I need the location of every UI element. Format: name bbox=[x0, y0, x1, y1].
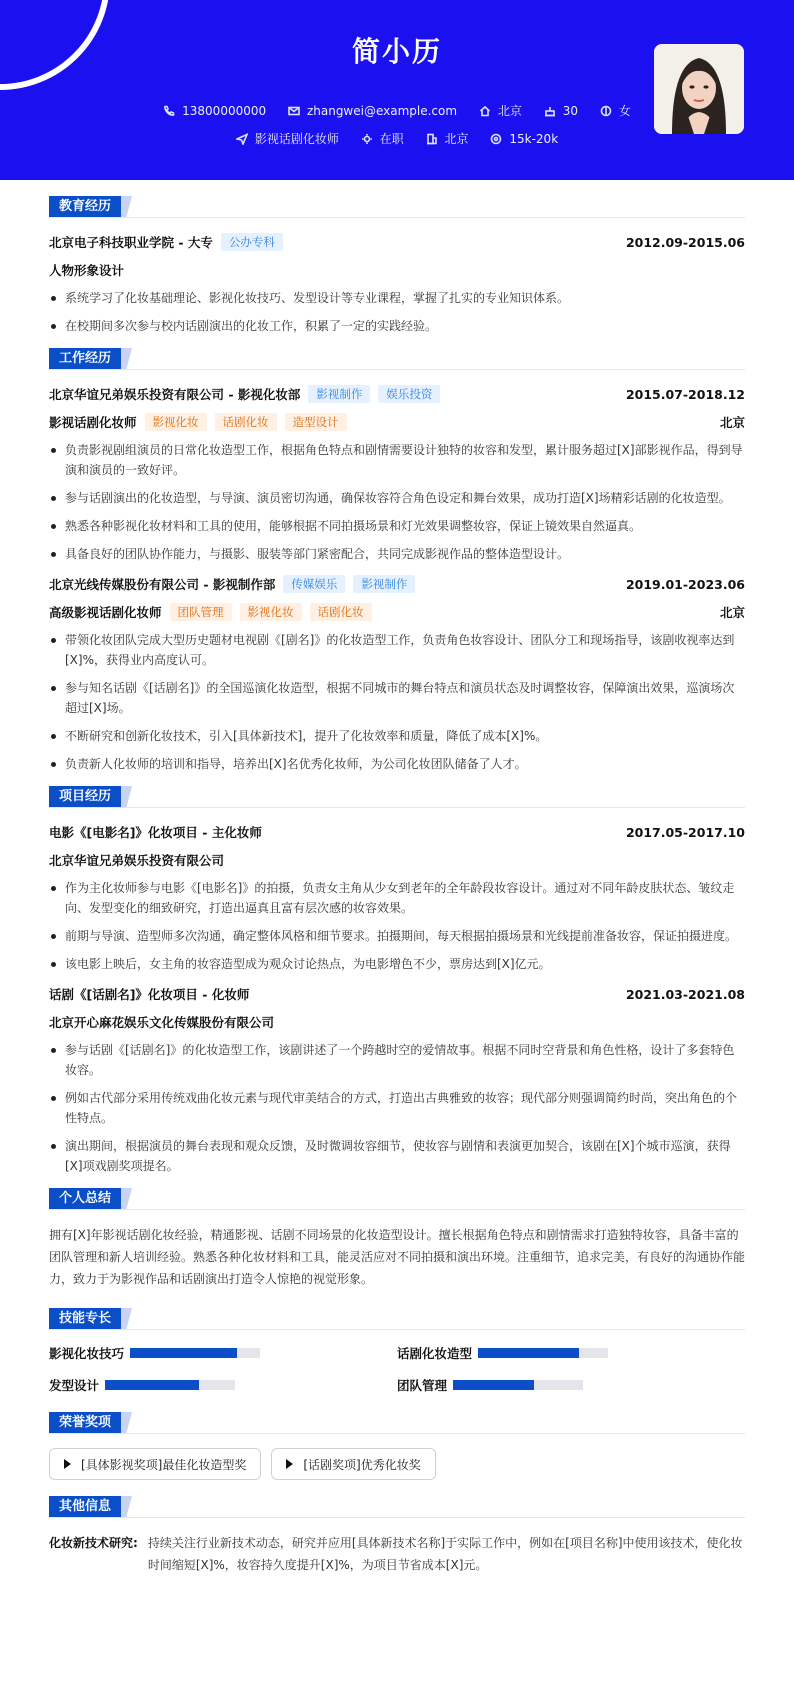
award-label: [具体影视奖项]最佳化妆造型奖 bbox=[81, 1457, 247, 1472]
mail-icon bbox=[288, 105, 300, 117]
list-item: 熟悉各种影视化妆材料和工具的使用，能够根据不同拍摄场景和灯光效果调整妆容，保证上镜效果自然逼真。 bbox=[49, 516, 745, 536]
project-company: 北京华谊兄弟娱乐投资有限公司 bbox=[49, 853, 225, 868]
gender-info bbox=[600, 102, 631, 119]
resume-header bbox=[0, 0, 794, 180]
skill-bar bbox=[478, 1348, 608, 1358]
project-name: 话剧《[话剧名]》化妆项目 - 化妆师 bbox=[49, 987, 250, 1002]
project-date: 2017.05-2017.10 bbox=[625, 824, 745, 840]
status-text: 在职 bbox=[379, 132, 404, 146]
city-info bbox=[479, 102, 522, 119]
major-name: 人物形象设计 bbox=[49, 263, 125, 278]
section-title-education: 教育经历 bbox=[49, 196, 121, 217]
target-city-info bbox=[426, 130, 469, 147]
list-item: 作为主化妆师参与电影《[电影名]》的拍摄，负责女主角从少女到老年的全年龄段妆容设计。通过对不同年龄皮肤状态、皱纹走向、发型变化的细致研究，打造出逼真且富有层次感的妆容效果。 bbox=[49, 878, 745, 918]
role-tag: 话剧化妆 bbox=[215, 413, 277, 431]
skill-label: 发型设计 bbox=[49, 1378, 100, 1393]
skill-fill bbox=[453, 1380, 534, 1390]
other-section bbox=[49, 1496, 745, 1576]
project-name: 电影《[电影名]》化妆项目 - 主化妆师 bbox=[49, 825, 262, 840]
education-section bbox=[49, 196, 745, 336]
role-tag: 话剧化妆 bbox=[310, 603, 372, 621]
play-icon bbox=[64, 1459, 71, 1469]
award-label: [话剧奖项]优秀化妆奖 bbox=[303, 1457, 421, 1472]
salary-info bbox=[490, 132, 558, 146]
position-text: 影视话剧化妆师 bbox=[254, 132, 339, 146]
resume-body bbox=[49, 196, 745, 1576]
other-key: 化妆新技术研究: bbox=[49, 1536, 138, 1550]
work-location: 北京 bbox=[719, 415, 745, 430]
role-tag: 团队管理 bbox=[170, 603, 232, 621]
company-tag: 娱乐投资 bbox=[378, 385, 440, 403]
status-info bbox=[361, 130, 404, 147]
role-tag: 造型设计 bbox=[285, 413, 347, 431]
phone-icon bbox=[163, 105, 175, 117]
project-company: 北京开心麻花娱乐文化传媒股份有限公司 bbox=[49, 1015, 275, 1030]
email-text: zhangwei@example.com bbox=[306, 103, 458, 118]
gender-text: 女 bbox=[618, 104, 631, 118]
list-item: 负责新人化妆师的培训和指导，培养出[X]名优秀化妆师，为公司化妆团队储备了人才。 bbox=[49, 754, 745, 774]
work-date: 2019.01-2023.06 bbox=[625, 576, 745, 592]
status-icon bbox=[361, 133, 373, 145]
company-tag: 传媒娱乐 bbox=[283, 575, 345, 593]
list-item: 在校期间多次参与校内话剧演出的化妆工作，积累了一定的实践经验。 bbox=[49, 316, 745, 336]
school-tag: 公办专科 bbox=[221, 233, 283, 251]
phone-info bbox=[163, 104, 266, 118]
building-icon bbox=[426, 133, 438, 145]
work-location: 北京 bbox=[719, 605, 745, 620]
work-section bbox=[49, 348, 745, 774]
skill-bar bbox=[130, 1348, 260, 1358]
salary-text: 15k-20k bbox=[509, 131, 559, 146]
skill-item bbox=[397, 1376, 745, 1394]
list-item: 演出期间，根据演员的舞台表现和观众反馈，及时微调妆容细节，使妆容与剧情和表演更加契合，该剧在[X]个城市巡演，获得[X]项戏剧奖项提名。 bbox=[49, 1136, 745, 1176]
age-info bbox=[544, 104, 578, 118]
skill-item bbox=[49, 1344, 397, 1362]
position-info bbox=[236, 130, 339, 147]
home-icon bbox=[479, 105, 491, 117]
list-item: 负责影视剧组演员的日常化妆造型工作，根据角色特点和剧情需要设计独特的妆容和发型，累计服务超过[X]部影视作品，得到导演和演员的一致好评。 bbox=[49, 440, 745, 480]
phone-text: 13800000000 bbox=[182, 103, 267, 118]
list-item: 例如古代部分采用传统戏曲化妆元素与现代审美结合的方式，打造出古典雅致的妆容；现代部分则强调简约时尚，突出角色的个性特点。 bbox=[49, 1088, 745, 1128]
summary-section bbox=[49, 1188, 745, 1290]
section-title-project: 项目经历 bbox=[49, 786, 121, 807]
role-tag: 影视化妆 bbox=[145, 413, 207, 431]
skill-item bbox=[49, 1376, 397, 1394]
other-value: 持续关注行业新技术动态，研究并应用[具体新技术名称]于实际工作中，例如在[项目名称]中使用该技术，使化妆时间缩短[X]%，妆容持久度提升[X]%，为项目节省成本[X]元。 bbox=[147, 1536, 743, 1572]
project-date: 2021.03-2021.08 bbox=[625, 986, 745, 1002]
award-chip[interactable] bbox=[271, 1448, 435, 1480]
skill-fill bbox=[105, 1380, 199, 1390]
awards-section bbox=[49, 1412, 745, 1480]
coin-icon bbox=[490, 133, 502, 145]
company-name: 北京华谊兄弟娱乐投资有限公司 - 影视化妆部 bbox=[49, 387, 301, 402]
email-info bbox=[288, 104, 457, 118]
city-text: 北京 bbox=[497, 104, 522, 118]
skill-label: 影视化妆技巧 bbox=[49, 1346, 125, 1361]
skill-bar bbox=[453, 1380, 583, 1390]
project-section bbox=[49, 786, 745, 1176]
skill-fill bbox=[478, 1348, 579, 1358]
section-title-awards: 荣誉奖项 bbox=[49, 1412, 121, 1433]
section-title-skills: 技能专长 bbox=[49, 1308, 121, 1329]
skill-item bbox=[397, 1344, 745, 1362]
list-item: 带领化妆团队完成大型历史题材电视剧《[剧名]》的化妆造型工作，负责角色妆容设计、团队分工和现场指导，该剧收视率达到[X]%，获得业内高度认可。 bbox=[49, 630, 745, 670]
company-name: 北京光线传媒股份有限公司 - 影视制作部 bbox=[49, 577, 276, 592]
job-role: 影视话剧化妆师 bbox=[49, 415, 137, 430]
school-name: 北京电子科技职业学院 - 大专 bbox=[49, 235, 213, 250]
list-item: 该电影上映后，女主角的妆容造型成为观众讨论热点，为电影增色不少，票房达到[X]亿元。 bbox=[49, 954, 745, 974]
award-chip[interactable] bbox=[49, 1448, 261, 1480]
company-tag: 影视制作 bbox=[353, 575, 415, 593]
list-item: 系统学习了化妆基础理论、影视化妆技巧、发型设计等专业课程，掌握了扎实的专业知识体系。 bbox=[49, 288, 745, 308]
job-role: 高级影视话剧化妆师 bbox=[49, 605, 162, 620]
skills-section bbox=[49, 1308, 745, 1394]
skill-label: 话剧化妆造型 bbox=[397, 1346, 473, 1361]
company-tag: 影视制作 bbox=[308, 385, 370, 403]
skill-bar bbox=[105, 1380, 235, 1390]
list-item: 参与知名话剧《[话剧名]》的全国巡演化妆造型，根据不同城市的舞台特点和演员状态及时调整妆容，保障演出效果，巡演场次超过[X]场。 bbox=[49, 678, 745, 718]
list-item: 参与话剧演出的化妆造型，与导演、演员密切沟通，确保妆容符合角色设定和舞台效果，成功打造[X]场精彩话剧的化妆造型。 bbox=[49, 488, 745, 508]
list-item: 前期与导演、造型师多次沟通，确定整体风格和细节要求。拍摄期间，每天根据拍摄场景和光线提前准备妆容，保证拍摄进度。 bbox=[49, 926, 745, 946]
section-title-other: 其他信息 bbox=[49, 1496, 121, 1517]
summary-text: 拥有[X]年影视话剧化妆经验，精通影视、话剧不同场景的化妆造型设计。擅长根据角色特点和剧情需求打造独特妆容，具备丰富的团队管理和新人培训经验。熟悉各种化妆材料和工具，能灵活应对不同拍摄和演出环境。注重细节，追求完美，有良好的沟通协作能力，致力于为影视作品和话剧演出打造令人惊艳的视觉形象。 bbox=[49, 1228, 746, 1286]
list-item: 具备良好的团队协作能力，与摄影、服装等部门紧密配合，共同完成影视作品的整体造型设计。 bbox=[49, 544, 745, 564]
skill-fill bbox=[130, 1348, 237, 1358]
gender-icon bbox=[600, 105, 612, 117]
candidate-name: 简小历 bbox=[351, 35, 442, 68]
send-icon bbox=[236, 133, 248, 145]
target-city-text: 北京 bbox=[444, 132, 469, 146]
cake-icon bbox=[544, 105, 556, 117]
section-title-summary: 个人总结 bbox=[49, 1188, 121, 1209]
skill-label: 团队管理 bbox=[397, 1378, 448, 1393]
age-text: 30 bbox=[562, 103, 579, 118]
list-item: 参与话剧《[话剧名]》的化妆造型工作，该剧讲述了一个跨越时空的爱情故事。根据不同时空背景和角色性格，设计了多套特色妆容。 bbox=[49, 1040, 745, 1080]
work-date: 2015.07-2018.12 bbox=[625, 386, 745, 402]
profile-photo bbox=[654, 44, 744, 134]
play-icon bbox=[286, 1459, 293, 1469]
role-tag: 影视化妆 bbox=[240, 603, 302, 621]
section-title-work: 工作经历 bbox=[49, 348, 121, 369]
list-item: 不断研究和创新化妆技术，引入[具体新技术]，提升了化妆效率和质量，降低了成本[X]%。 bbox=[49, 726, 745, 746]
education-date: 2012.09-2015.06 bbox=[625, 234, 745, 250]
